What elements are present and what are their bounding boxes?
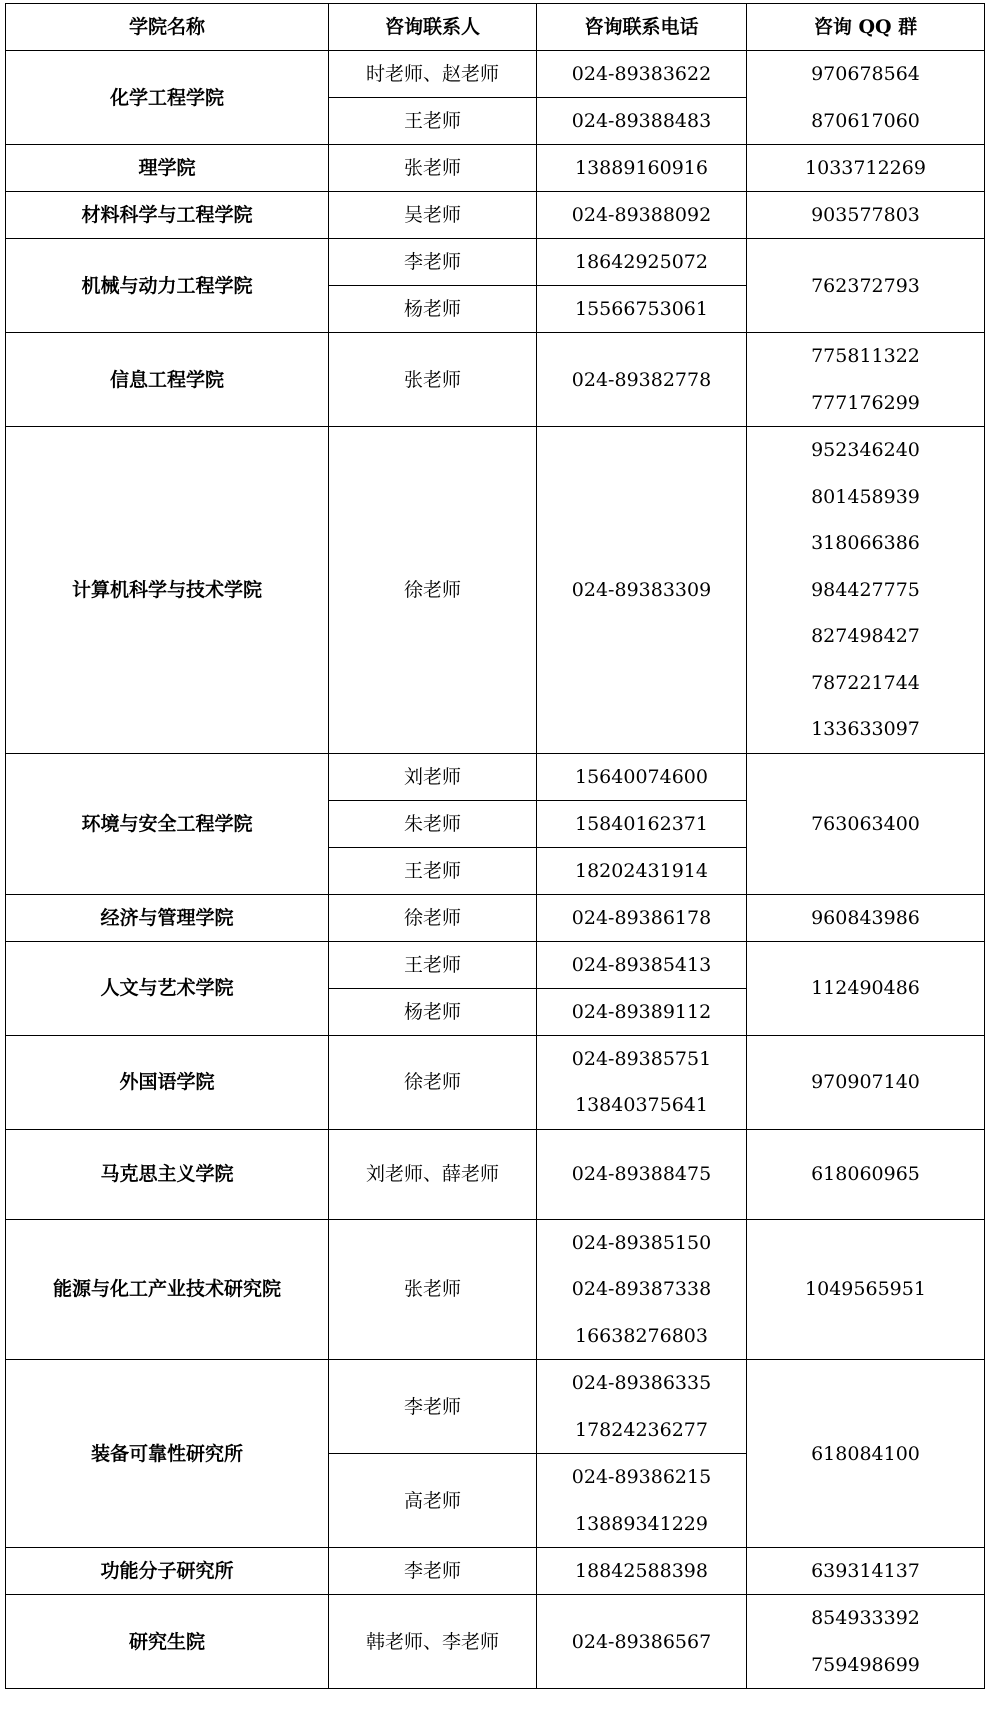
qq-number: 970678564 bbox=[811, 63, 920, 85]
phone-cell bbox=[537, 1035, 747, 1129]
qq-cell: 960843986 bbox=[747, 894, 985, 941]
contact-cell: 李老师 bbox=[329, 1360, 537, 1454]
table-row bbox=[6, 753, 985, 800]
qq-number: 775811322 bbox=[811, 345, 920, 367]
phone-cell: 15640074600 bbox=[537, 753, 747, 800]
phone-cell: 18202431914 bbox=[537, 847, 747, 894]
table-row bbox=[6, 1035, 985, 1129]
qq-number: 787221744 bbox=[811, 671, 920, 694]
table-row bbox=[6, 1219, 985, 1360]
phone-number: 024-89385150 bbox=[571, 1231, 712, 1254]
contact-cell: 李老师 bbox=[329, 239, 537, 286]
contact-cell: 张老师 bbox=[329, 145, 537, 192]
phone-cell bbox=[537, 1360, 747, 1454]
qq-cell: 1049565951 bbox=[747, 1219, 985, 1360]
consultation-table-wrapper bbox=[5, 3, 985, 1689]
header-college: 学院名称 bbox=[6, 4, 329, 51]
qq-cell: 618060965 bbox=[747, 1129, 985, 1219]
qq-number: 854933392 bbox=[811, 1607, 920, 1629]
contact-cell: 徐老师 bbox=[329, 894, 537, 941]
phone-number: 16638276803 bbox=[575, 1324, 708, 1347]
header-phone: 咨询联系电话 bbox=[537, 4, 747, 51]
table-row bbox=[6, 1129, 985, 1219]
qq-cell bbox=[747, 427, 985, 754]
college-name: 理学院 bbox=[6, 145, 329, 192]
college-name: 研究生院 bbox=[6, 1595, 329, 1689]
college-name: 外国语学院 bbox=[6, 1035, 329, 1129]
table-row bbox=[6, 941, 985, 988]
table-row bbox=[6, 145, 985, 192]
phone-number: 13889341229 bbox=[575, 1512, 708, 1535]
qq-cell: 763063400 bbox=[747, 753, 985, 894]
phone-cell bbox=[537, 1219, 747, 1360]
contact-cell: 韩老师、李老师 bbox=[329, 1595, 537, 1689]
college-name: 环境与安全工程学院 bbox=[6, 753, 329, 894]
qq-number: 801458939 bbox=[811, 485, 920, 508]
table-row bbox=[6, 239, 985, 286]
contact-cell: 张老师 bbox=[329, 333, 537, 427]
phone-cell: 024-89388483 bbox=[537, 98, 747, 145]
college-name: 信息工程学院 bbox=[6, 333, 329, 427]
qq-cell bbox=[747, 1595, 985, 1689]
phone-cell bbox=[537, 1454, 747, 1548]
college-name: 经济与管理学院 bbox=[6, 894, 329, 941]
phone-cell: 024-89383622 bbox=[537, 51, 747, 98]
college-name: 计算机科学与技术学院 bbox=[6, 427, 329, 754]
college-name: 马克思主义学院 bbox=[6, 1129, 329, 1219]
table-row bbox=[6, 894, 985, 941]
phone-number: 024-89386215 bbox=[571, 1466, 712, 1488]
college-name: 功能分子研究所 bbox=[6, 1548, 329, 1595]
contact-cell: 王老师 bbox=[329, 98, 537, 145]
phone-cell: 024-89386567 bbox=[537, 1595, 747, 1689]
college-name: 人文与艺术学院 bbox=[6, 941, 329, 1035]
contact-cell: 徐老师 bbox=[329, 427, 537, 754]
college-name: 装备可靠性研究所 bbox=[6, 1360, 329, 1548]
phone-cell: 024-89388475 bbox=[537, 1129, 747, 1219]
qq-cell: 903577803 bbox=[747, 192, 985, 239]
qq-number: 133633097 bbox=[811, 718, 920, 740]
qq-cell: 970907140 bbox=[747, 1035, 985, 1129]
phone-cell: 024-89389112 bbox=[537, 988, 747, 1035]
phone-number: 024-89385751 bbox=[571, 1047, 712, 1070]
table-row bbox=[6, 192, 985, 239]
header-row bbox=[6, 4, 985, 51]
contact-cell: 杨老师 bbox=[329, 988, 537, 1035]
consultation-table bbox=[5, 3, 985, 1689]
phone-cell: 024-89383309 bbox=[537, 427, 747, 754]
contact-cell: 刘老师、薛老师 bbox=[329, 1129, 537, 1219]
qq-cell: 618084100 bbox=[747, 1360, 985, 1548]
phone-number: 17824236277 bbox=[575, 1418, 708, 1441]
table-row bbox=[6, 1360, 985, 1454]
table-row bbox=[6, 1548, 985, 1595]
college-name: 化学工程学院 bbox=[6, 51, 329, 145]
contact-cell: 张老师 bbox=[329, 1219, 537, 1360]
contact-cell: 朱老师 bbox=[329, 800, 537, 847]
phone-number: 024-89387338 bbox=[571, 1278, 712, 1300]
contact-cell: 高老师 bbox=[329, 1454, 537, 1548]
qq-number: 827498427 bbox=[811, 625, 920, 647]
qq-number: 777176299 bbox=[811, 391, 920, 414]
contact-cell: 吴老师 bbox=[329, 192, 537, 239]
qq-number: 984427775 bbox=[811, 578, 920, 601]
phone-cell: 18842588398 bbox=[537, 1548, 747, 1595]
contact-cell: 王老师 bbox=[329, 847, 537, 894]
qq-number: 870617060 bbox=[811, 109, 920, 132]
qq-number: 759498699 bbox=[811, 1653, 920, 1676]
qq-cell: 762372793 bbox=[747, 239, 985, 333]
phone-cell: 024-89382778 bbox=[537, 333, 747, 427]
qq-cell: 639314137 bbox=[747, 1548, 985, 1595]
phone-cell: 024-89385413 bbox=[537, 941, 747, 988]
phone-cell: 024-89388092 bbox=[537, 192, 747, 239]
header-qq: 咨询 QQ 群 bbox=[747, 4, 985, 51]
qq-cell: 112490486 bbox=[747, 941, 985, 1035]
qq-cell bbox=[747, 333, 985, 427]
table-row bbox=[6, 427, 985, 754]
qq-cell bbox=[747, 51, 985, 145]
phone-cell: 15840162371 bbox=[537, 800, 747, 847]
table-row bbox=[6, 333, 985, 427]
contact-cell: 徐老师 bbox=[329, 1035, 537, 1129]
qq-number: 318066386 bbox=[811, 532, 920, 554]
table-row bbox=[6, 1595, 985, 1689]
phone-number: 13840375641 bbox=[575, 1094, 708, 1116]
phone-number: 024-89386335 bbox=[571, 1372, 712, 1394]
qq-cell: 1033712269 bbox=[747, 145, 985, 192]
college-name: 机械与动力工程学院 bbox=[6, 239, 329, 333]
phone-cell: 024-89386178 bbox=[537, 894, 747, 941]
college-name: 能源与化工产业技术研究院 bbox=[6, 1219, 329, 1360]
contact-cell: 时老师、赵老师 bbox=[329, 51, 537, 98]
header-contact: 咨询联系人 bbox=[329, 4, 537, 51]
contact-cell: 王老师 bbox=[329, 941, 537, 988]
qq-number: 952346240 bbox=[811, 439, 920, 461]
college-name: 材料科学与工程学院 bbox=[6, 192, 329, 239]
phone-cell: 13889160916 bbox=[537, 145, 747, 192]
contact-cell: 李老师 bbox=[329, 1548, 537, 1595]
phone-cell: 18642925072 bbox=[537, 239, 747, 286]
phone-cell: 15566753061 bbox=[537, 286, 747, 333]
table-row bbox=[6, 51, 985, 98]
contact-cell: 杨老师 bbox=[329, 286, 537, 333]
contact-cell: 刘老师 bbox=[329, 753, 537, 800]
